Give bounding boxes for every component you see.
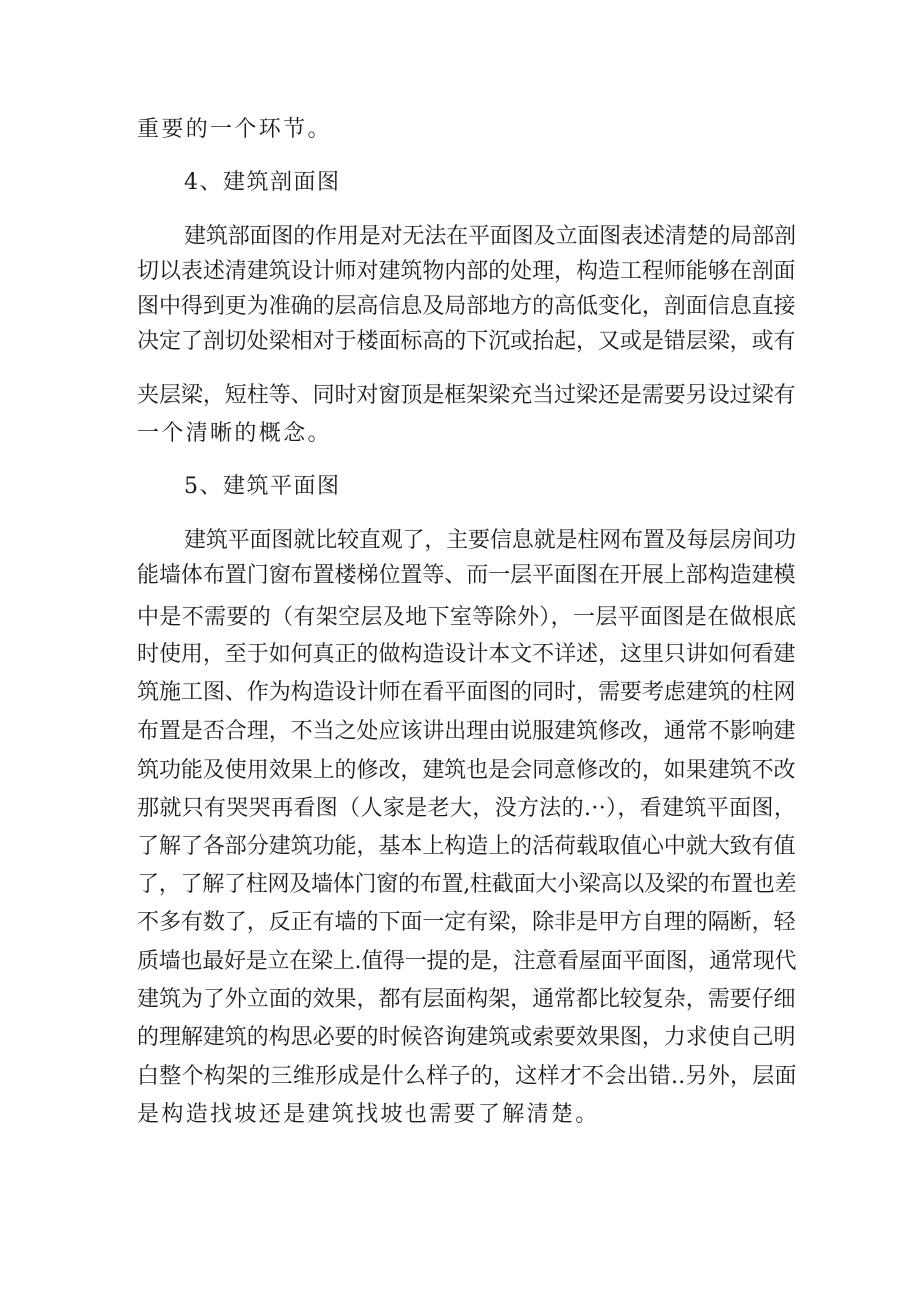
paragraph-line: 建筑平面图就比较直观了，主要信息就是柱网布置及每层房间功 [184, 528, 796, 553]
paragraph-line: 中是不需要的（有架空层及地下室等除外），一层平面图是在做根底 [137, 605, 797, 630]
paragraph-line: 能墙体布置门窗布置楼梯位置等、而一层平面图在开展上部构造建模 [137, 563, 796, 588]
paragraph-line: 布置是否合理，不当之处应该讲出理由说服建筑修改，通常不影响建 [137, 719, 796, 744]
section-heading-4: 4、建筑剖面图 [184, 170, 341, 195]
paragraph-line: 建筑部面图的作用是对无法在平面图及立面图表述清楚的局部剖 [184, 224, 796, 249]
paragraph-line: 决定了剖切处梁相对于楼面标高的下沉或抬起，又或是错层梁，或有 [137, 329, 796, 354]
paragraph-line: 质墙也最好是立在梁上.值得一提的是，注意看屋面平面图，通常现代 [137, 949, 797, 974]
paragraph-line: 切以表述清建筑设计师对建筑物内部的处理，构造工程师能够在剖面 [137, 259, 796, 284]
section-heading-5: 5、建筑平面图 [184, 474, 341, 499]
paragraph-line: 不多有数了，反正有墙的下面一定有梁，除非是甲方自理的隔断，轻 [137, 910, 796, 935]
paragraph-line: 白整个构架的三维形成是什么样子的，这样才不会出错..另外，层面 [137, 1064, 797, 1089]
paragraph-line: 的理解建筑的构思必要的时候咨询建筑或索要效果图，力求使自己明 [137, 1025, 796, 1050]
paragraph-line: 时使用，至于如何真正的做构造设计本文不详述，这里只讲如何看建 [137, 642, 796, 667]
paragraph-line: 一个清晰的概念。 [137, 421, 332, 446]
paragraph-line: 了解了各部分建筑功能，基本上构造上的活荷载取值心中就大致有值 [137, 834, 796, 859]
paragraph-line: 夹层梁，短柱等、同时对窗顶是框架梁充当过梁还是需要另设过梁有 [137, 383, 796, 408]
paragraph-line: 筑功能及使用效果上的修改，建筑也是会同意修改的，如果建筑不改 [137, 758, 796, 783]
paragraph-line: 那就只有哭哭再看图（人家是老大，没方法的.··），看建筑平面图， [137, 796, 797, 821]
paragraph-line: 筑施工图、作为构造设计师在看平面图的同时，需要考虑建筑的柱网 [137, 680, 796, 705]
paragraph-line: 重要的一个环节。 [137, 117, 332, 142]
paragraph-line: 是构造找坡还是建筑找坡也需要了解清楚。 [137, 1102, 600, 1127]
paragraph-line: 了，了解了柱网及墙体门窗的布置,柱截面大小梁高以及梁的布置也差 [137, 872, 797, 897]
paragraph-line: 图中得到更为准确的层高信息及局部地方的高低变化，剖面信息直接 [137, 294, 796, 319]
paragraph-line: 建筑为了外立面的效果，都有层面构架，通常都比较复杂，需要仔细 [137, 987, 796, 1012]
